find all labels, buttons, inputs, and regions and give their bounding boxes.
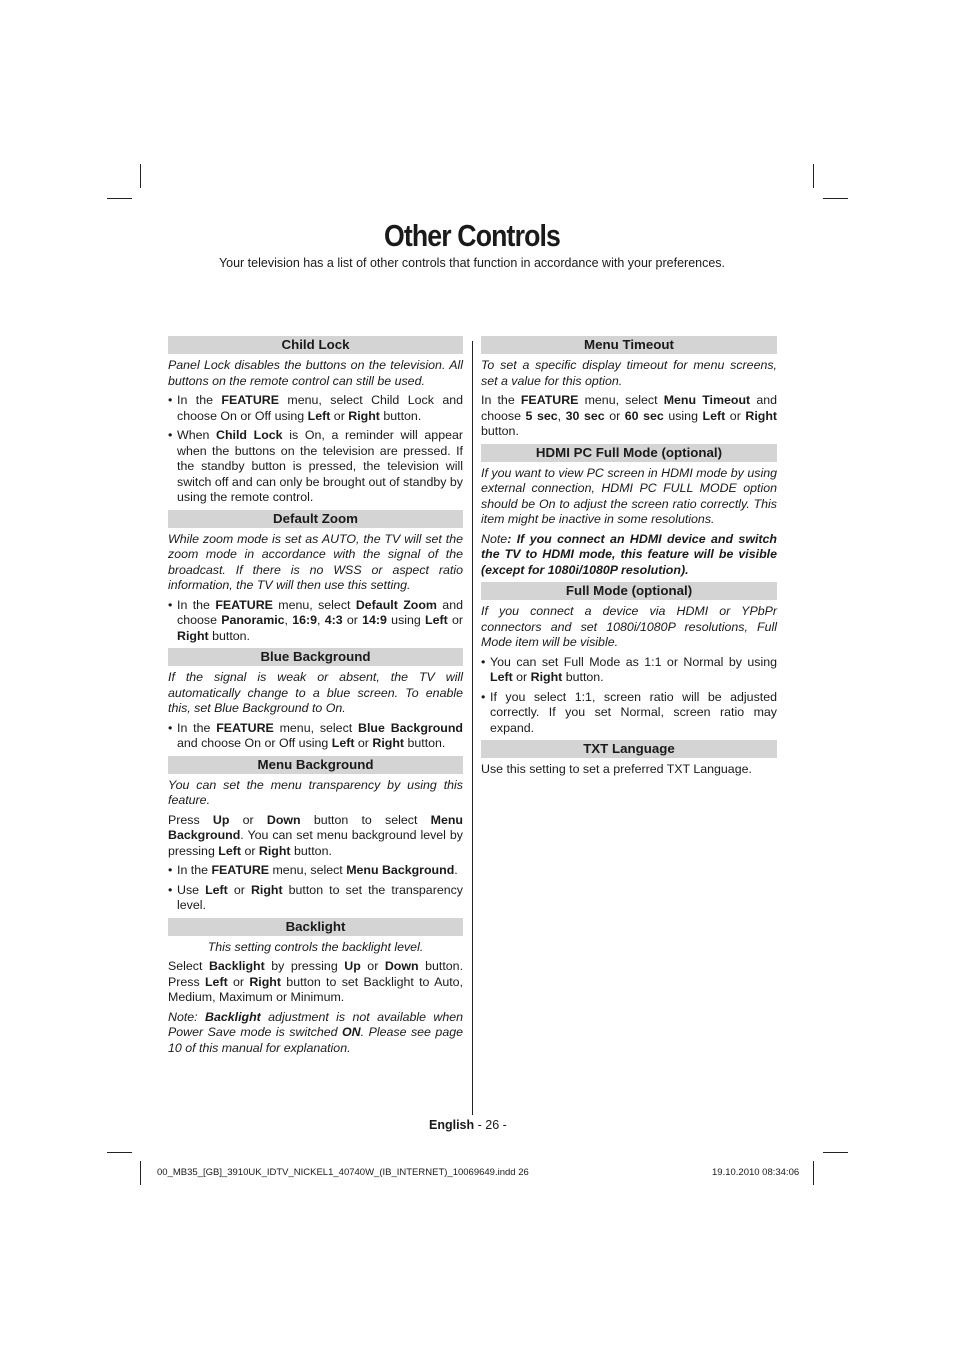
section-heading: Full Mode (optional) bbox=[481, 582, 777, 600]
section-heading: Menu Background bbox=[168, 756, 463, 774]
section-paragraph: Use this setting to set a preferred TXT Language. bbox=[481, 762, 752, 776]
section-note: Note: If you connect an HDMI device and switch the TV to HDMI mode, this feature will be visible (except for 1080i/1080P resolution). bbox=[481, 531, 777, 577]
section-note: Note: Backlight adjustment is not available when Power Save mode is switched ON. Please see page 10 of this manual for explanation. bbox=[168, 1009, 463, 1055]
crop-mark bbox=[107, 1152, 132, 1153]
section-heading: HDMI PC Full Mode (optional) bbox=[481, 444, 777, 462]
section-paragraph: Press Up or Down button to select Menu Background. You can set menu background level by pressing Left or Right button. bbox=[168, 812, 463, 858]
crop-mark bbox=[823, 1152, 848, 1153]
bullet-item: • When Child Lock is On, a reminder will appear when the buttons on the television are pressed. If the standby button is pressed, the television will switch off and can only be brought out of standby by using the remote control. bbox=[168, 428, 463, 506]
section-intro: To set a specific display timeout for menu screens, set a value for this option. bbox=[481, 358, 777, 388]
section-intro: If you connect a device via HDMI or YPbPr connectors and set 1080i/1080P resolutions, Full Mode item will be visible. bbox=[481, 604, 777, 649]
crop-mark bbox=[823, 198, 848, 199]
bullet-item: • Use Left or Right button to set the transparency level. bbox=[168, 883, 463, 914]
bullet-item: • If you select 1:1, screen ratio will be adjusted correctly. If you set Normal, screen ratio may expand. bbox=[481, 690, 777, 737]
page-subtitle: Your television has a list of other controls that function in accordance with your preferences. bbox=[218, 256, 726, 270]
footer-filename: 00_MB35_[GB]_3910UK_IDTV_NICKEL1_40740W_(IB_INTERNET)_10069649.indd 26 bbox=[157, 1167, 529, 1178]
footer-language: English bbox=[429, 1118, 475, 1132]
crop-mark bbox=[813, 164, 814, 188]
bullet-item: • You can set Full Mode as 1:1 or Normal by using Left or Right button. bbox=[481, 655, 777, 686]
crop-mark bbox=[140, 164, 141, 188]
right-column bbox=[481, 336, 777, 782]
section-heading: Default Zoom bbox=[168, 510, 463, 528]
bullet-item: • In the FEATURE menu, select Menu Background. bbox=[168, 863, 463, 879]
section-paragraph: In the FEATURE menu, select Menu Timeout and choose 5 sec, 30 sec or 60 sec using Left or Right button. bbox=[481, 393, 778, 438]
left-column bbox=[168, 336, 463, 1060]
menu-timeout-section bbox=[481, 336, 777, 440]
footer-timestamp: 19.10.2010 08:34:06 bbox=[712, 1167, 800, 1178]
page-number bbox=[429, 1118, 507, 1132]
child-lock-section bbox=[168, 336, 463, 506]
default-zoom-section bbox=[168, 510, 463, 645]
txt-language-section bbox=[481, 740, 777, 778]
section-heading: Backlight bbox=[168, 918, 463, 936]
footer-page-number: - 26 - bbox=[474, 1118, 507, 1132]
section-intro: If you want to view PC screen in HDMI mode by using external connection, HDMI PC FULL MODE option should be On to adjust the screen ratio correctly. This item might be inactive in some resolutions. bbox=[481, 465, 777, 526]
backlight-section bbox=[168, 918, 463, 1057]
section-intro: Panel Lock disables the buttons on the television. All buttons on the remote control can still be used. bbox=[168, 358, 463, 388]
section-heading: Child Lock bbox=[168, 336, 463, 354]
full-mode-section bbox=[481, 582, 777, 736]
section-intro: This setting controls the backlight level. bbox=[207, 939, 424, 954]
section-heading: TXT Language bbox=[481, 740, 777, 758]
bullet-item: • In the FEATURE menu, select Blue Background and choose On or Off using Left or Right button. bbox=[168, 721, 463, 752]
bullet-item: • In the FEATURE menu, select Default Zoom and choose Panoramic, 16:9, 4:3 or 14:9 using Left or Right button. bbox=[168, 598, 463, 645]
column-divider bbox=[472, 341, 473, 1115]
section-intro: You can set the menu transparency by using this feature. bbox=[168, 777, 463, 807]
crop-mark bbox=[813, 1161, 814, 1185]
section-heading: Menu Timeout bbox=[481, 336, 777, 354]
menu-background-section bbox=[168, 756, 463, 914]
section-intro: If the signal is weak or absent, the TV will automatically change to a blue screen. To enable this, set Blue Background to On. bbox=[168, 670, 463, 715]
section-intro: While zoom mode is set as AUTO, the TV will set the zoom mode in accordance with the signal of the broadcast. If there is no WSS or aspect ratio information, the TV will then use this setting. bbox=[168, 531, 463, 592]
bullet-item: • In the FEATURE menu, select Child Lock and choose On or Off using Left or Right button. bbox=[168, 393, 463, 424]
blue-background-section bbox=[168, 648, 463, 752]
hdmi-pc-full-mode-section bbox=[481, 444, 777, 579]
crop-mark bbox=[107, 198, 132, 199]
section-paragraph: Select Backlight by pressing Up or Down button. Press Left or Right button to set Backlight to Auto, Medium, Maximum or Minimum. bbox=[168, 959, 464, 1004]
page-title: Other Controls bbox=[383, 218, 561, 253]
crop-mark bbox=[140, 1161, 141, 1185]
section-heading: Blue Background bbox=[168, 648, 463, 666]
